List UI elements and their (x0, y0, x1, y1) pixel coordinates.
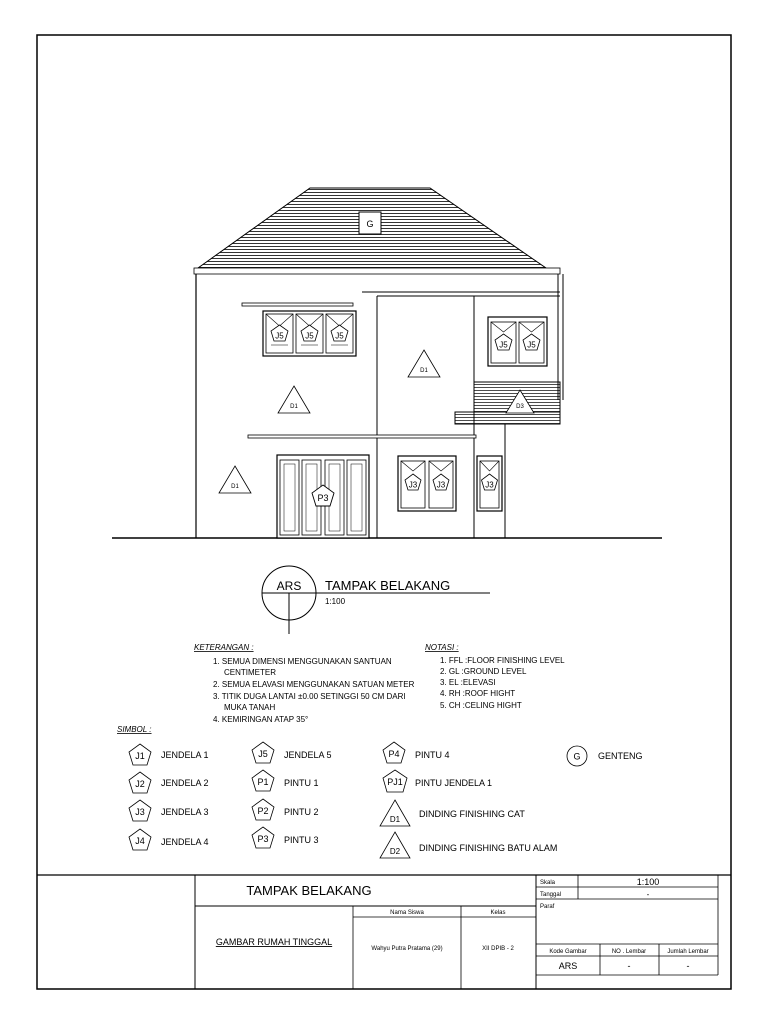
notasi-heading: NOTASI : (425, 643, 459, 652)
legend-label: PINTU 3 (284, 835, 319, 845)
wall-tag: D1 (231, 484, 239, 490)
drawing-code: ARS (276, 579, 302, 593)
legend-item-p1 (252, 770, 319, 791)
window-group-upper-right (488, 317, 547, 366)
kode-gambar-value: ARS (558, 961, 578, 971)
legend-label: JENDELA 5 (284, 750, 332, 760)
legend-label: PINTU 1 (284, 778, 319, 788)
tanggal-value: - (646, 890, 650, 899)
project-name: GAMBAR RUMAH TINGGAL (215, 937, 333, 947)
door-group (277, 455, 369, 538)
legend-item-j4 (129, 829, 209, 850)
skala-value: 1:100 (636, 877, 660, 887)
legend-item-j5 (252, 742, 332, 763)
legend-label: JENDELA 2 (161, 778, 209, 788)
notasi-item: 1. FFL :FLOOR FINISHING LEVEL (440, 656, 565, 665)
jumlah-lembar-label: Jumlah Lembar (667, 949, 709, 955)
stone-canopy (455, 412, 560, 424)
legend-label: PINTU 4 (415, 750, 450, 760)
legend-item-d2 (380, 832, 557, 858)
window-tag: J5 (527, 340, 536, 350)
ledge-middle (248, 435, 476, 438)
keterangan-heading: KETERANGAN : (194, 643, 254, 652)
window-tags-upper-left (271, 325, 348, 341)
keterangan-item: 3. TITIK DUGA LANTAI ±0.00 SETINGGI 50 CM DARI (213, 692, 406, 701)
simbol-legend (117, 725, 643, 858)
legend-tag: D1 (389, 815, 401, 824)
legend-tag: J5 (258, 749, 268, 759)
drawing-title: TAMPAK BELAKANG (325, 578, 451, 593)
legend-item-p3 (252, 827, 319, 848)
legend-label: GENTENG (598, 751, 643, 761)
drawing-title-bubble (262, 566, 490, 634)
keterangan-item: 2. SEMUA ELAVASI MENGGUNAKAN SATUAN METER (213, 680, 415, 689)
window-tag: J5 (499, 340, 508, 350)
keterangan-block (194, 643, 415, 724)
legend-tag: D2 (389, 847, 401, 856)
legend-item-j1 (129, 744, 209, 765)
wall-tag: D3 (516, 404, 524, 410)
sheet-title: TAMPAK BELAKANG (246, 883, 372, 898)
window-tag: J5 (275, 331, 284, 341)
legend-item-j3 (129, 800, 209, 821)
roof-tag: G (366, 219, 374, 229)
wall-tag: D1 (290, 404, 298, 410)
no-lembar-value: - (627, 961, 631, 971)
legend-item-p2 (252, 799, 319, 820)
legend-item-g (567, 746, 643, 766)
legend-item-j2 (129, 772, 209, 793)
title-block (37, 875, 731, 989)
legend-label: PINTU 2 (284, 807, 319, 817)
legend-tag: P3 (257, 834, 269, 844)
drawing-scale: 1:100 (325, 597, 346, 606)
kelas-value: XII DPIB - 2 (482, 946, 514, 952)
door-tag: P3 (317, 493, 329, 503)
kode-gambar-label: Kode Gambar (549, 949, 587, 955)
keterangan-item: 1. SEMUA DIMENSI MENGGUNAKAN SANTUAN (213, 657, 392, 666)
legend-label: JENDELA 1 (161, 750, 209, 760)
jumlah-lembar-value: - (686, 961, 690, 971)
legend-tag: J1 (135, 751, 145, 761)
legend-tag: PJ1 (387, 777, 403, 787)
simbol-heading: SIMBOL : (117, 725, 152, 734)
legend-label: DINDING FINISHING CAT (419, 809, 525, 819)
legend-tag: J2 (135, 779, 145, 789)
window-tag: J5 (305, 331, 314, 341)
nama-siswa-value: Wahyu Putra Pratama (29) (371, 946, 443, 952)
keterangan-item: CENTIMETER (224, 668, 276, 677)
notasi-item: 5. CH :CELING HIGHT (440, 701, 522, 710)
notasi-item: 3. EL :ELEVASI (440, 678, 496, 687)
notasi-block (425, 643, 565, 710)
legend-tag: P2 (257, 806, 269, 816)
notasi-item: 2. GL :GROUND LEVEL (440, 667, 527, 676)
notasi-item: 4. RH :ROOF HIGHT (440, 689, 516, 698)
window-tag: J5 (335, 331, 344, 341)
no-lembar-label: NO . Lembar (611, 949, 647, 955)
legend-item-d1 (380, 800, 525, 826)
ledge-upper (242, 303, 353, 306)
window-tag: J3 (436, 480, 446, 490)
window-tag: J3 (408, 480, 418, 490)
keterangan-item: 4. KEMIRINGAN ATAP 35° (213, 715, 309, 724)
tanggal-label: Tanggal (540, 892, 562, 898)
skala-label: Skala (540, 880, 556, 886)
legend-tag: G (573, 751, 581, 762)
window-group-lower-mid (398, 456, 456, 511)
legend-label: PINTU JENDELA 1 (415, 778, 493, 788)
window-lower-right (477, 456, 502, 511)
legend-label: JENDELA 4 (161, 837, 209, 847)
roof-fascia (194, 268, 560, 274)
legend-tag: P1 (257, 777, 269, 787)
window-tag: J3 (485, 480, 494, 490)
legend-tag: J4 (135, 836, 145, 846)
legend-item-pj1 (383, 770, 492, 792)
nama-siswa-label: Nama Siswa (390, 910, 424, 916)
legend-tag: J3 (135, 807, 145, 817)
kelas-label: Kelas (490, 910, 506, 916)
legend-tag: P4 (388, 749, 400, 759)
rear-elevation (112, 188, 662, 538)
paraf-label: Paraf (540, 904, 555, 910)
legend-label: JENDELA 3 (161, 807, 209, 817)
legend-item-p4 (383, 742, 450, 763)
legend-label: DINDING FINISHING BATU ALAM (419, 843, 558, 853)
keterangan-item: MUKA TANAH (224, 703, 276, 712)
wall-tag: D1 (420, 368, 428, 374)
